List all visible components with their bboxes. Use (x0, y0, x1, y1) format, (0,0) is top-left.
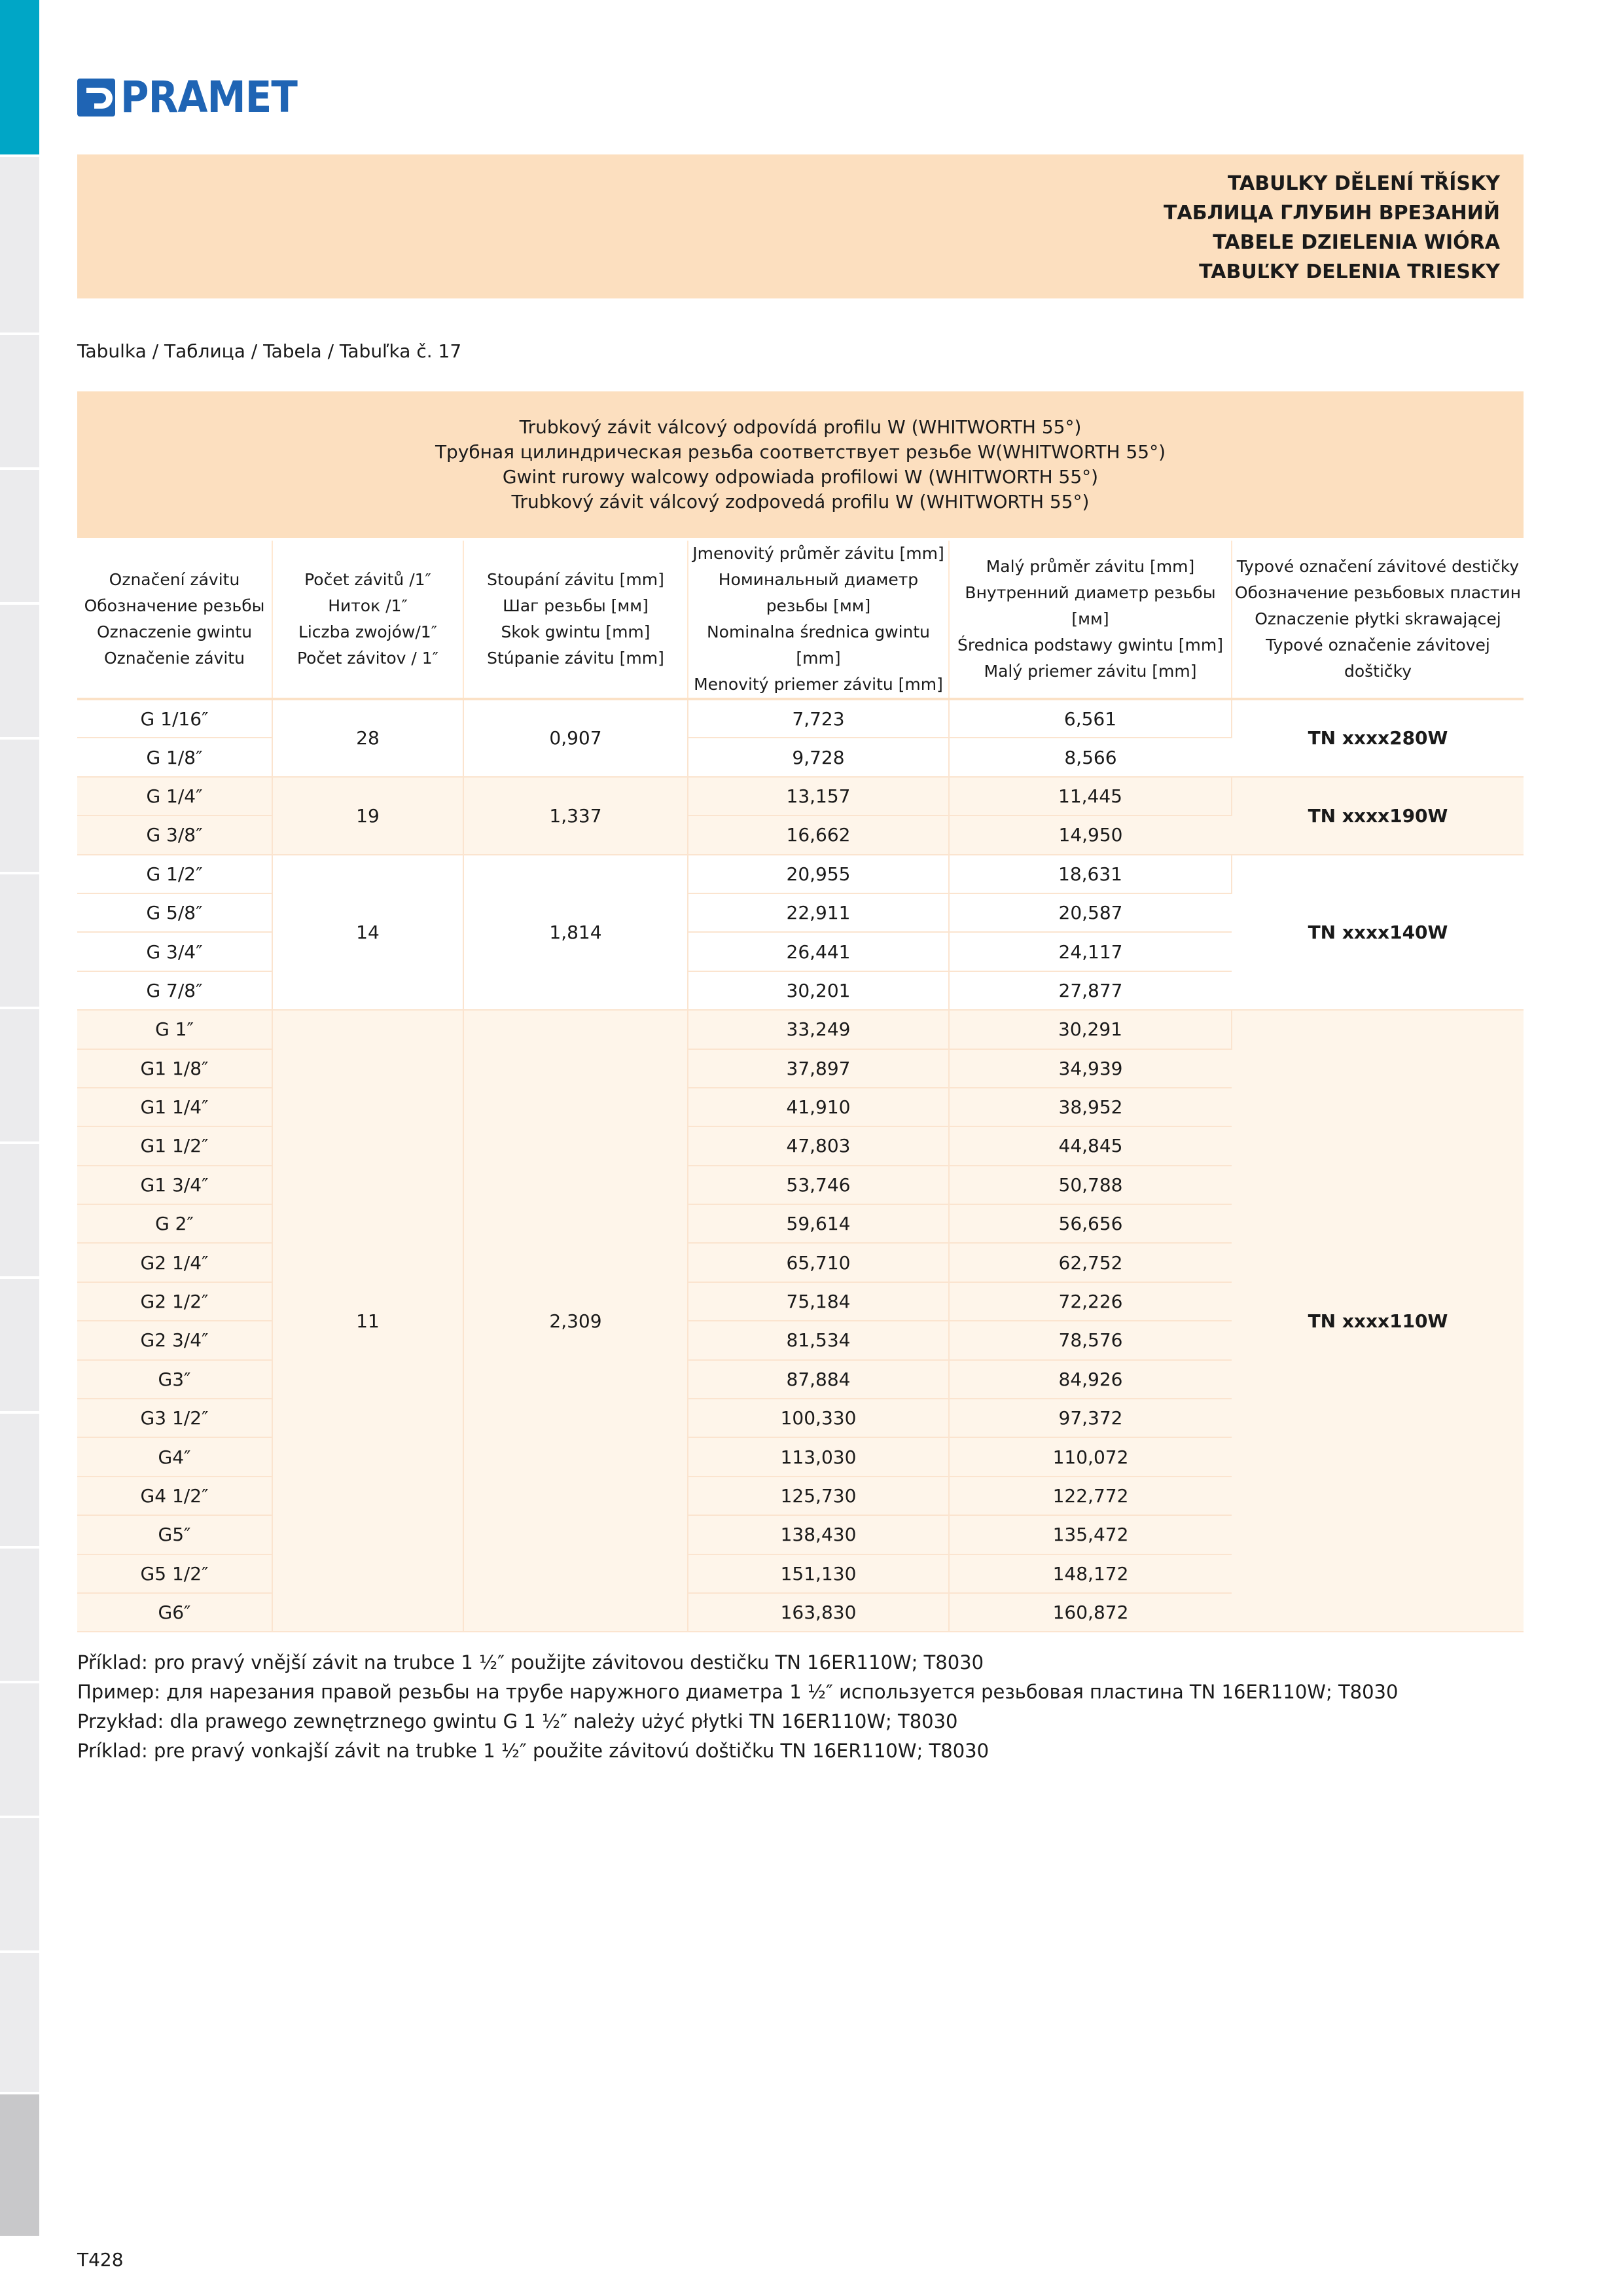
major-diameter-cell: 22,911 (688, 893, 949, 932)
minor-diameter-cell: 72,226 (949, 1282, 1232, 1321)
column-header-line: Stoupání závitu [mm] (487, 570, 664, 589)
side-tab (0, 335, 39, 470)
threads-per-inch-cell: 11 (272, 1010, 463, 1632)
column-header-line: Średnica podstawy gwintu [mm] (957, 636, 1223, 655)
pramet-logo-mark-icon (77, 79, 115, 117)
column-header-line: Typové označenie závitovej doštičky (1266, 636, 1490, 681)
column-header-line: Обозначение резьбовых пластин (1234, 583, 1522, 602)
table-row (77, 777, 1524, 816)
major-diameter-cell: 163,830 (688, 1593, 949, 1632)
column-header-line: Обозначение резьбы (84, 596, 265, 615)
major-diameter-cell: 59,614 (688, 1204, 949, 1243)
column-header (272, 541, 463, 699)
minor-diameter-cell: 122,772 (949, 1477, 1232, 1515)
minor-diameter-cell: 30,291 (949, 1010, 1232, 1049)
thread-size-cell: G2 3/4″ (77, 1321, 272, 1359)
example-cs: Příklad: pro pravý vnější závit na trubce 1 ½″ použijte závitovou destičku TN 16ER110W; T8030 (77, 1651, 984, 1674)
minor-diameter-cell: 11,445 (949, 777, 1232, 816)
pitch-cell: 2,309 (463, 1010, 688, 1632)
insert-code-cell: TN xxxx280W (1232, 699, 1524, 777)
brand-name: PRAMET (120, 72, 298, 122)
threads-per-inch-cell: 19 (272, 777, 463, 855)
column-header-line: Jmenovitý průměr závitu [mm] (692, 544, 944, 563)
section-title-sk: TABUĽKY DELENIA TRIESKY (1199, 260, 1500, 283)
thread-size-cell: G 7/8″ (77, 971, 272, 1010)
side-index-strip (0, 0, 39, 2238)
thread-size-cell: G1 3/4″ (77, 1166, 272, 1204)
side-tab (0, 1549, 39, 1683)
table-row (77, 699, 1524, 738)
section-title-pl: TABELE DZIELENIA WIÓRA (1213, 231, 1500, 254)
side-tab (0, 740, 39, 874)
minor-diameter-cell: 38,952 (949, 1088, 1232, 1126)
insert-code-cell: TN xxxx190W (1232, 777, 1524, 855)
thread-size-cell: G2 1/4″ (77, 1243, 272, 1282)
pramet-logo (77, 72, 317, 122)
thread-size-cell: G5 1/2″ (77, 1554, 272, 1593)
minor-diameter-cell: 6,561 (949, 699, 1232, 738)
thread-size-cell: G 2″ (77, 1204, 272, 1243)
table-title (77, 391, 1524, 538)
examples (77, 1648, 1398, 1766)
column-header-line: Typové označení závitové destičky (1236, 557, 1520, 576)
side-tab (0, 157, 39, 335)
minor-diameter-cell: 97,372 (949, 1399, 1232, 1437)
table-row (77, 1010, 1524, 1049)
column-header-line: Označení závitu (109, 570, 240, 589)
minor-diameter-cell: 160,872 (949, 1593, 1232, 1632)
thread-size-cell: G6″ (77, 1593, 272, 1632)
thread-size-cell: G 1/4″ (77, 777, 272, 816)
major-diameter-cell: 37,897 (688, 1049, 949, 1088)
column-header-line: Oznaczenie gwintu (96, 622, 253, 641)
major-diameter-cell: 33,249 (688, 1010, 949, 1049)
table-title-line: Трубная цилиндрическая резьба соответствует резьбе W(WHITWORTH 55°) (435, 441, 1166, 463)
table-reference: Tabulka / Таблица / Tabela / Tabuľka č. 17 (77, 340, 462, 362)
minor-diameter-cell: 110,072 (949, 1437, 1232, 1476)
major-diameter-cell: 41,910 (688, 1088, 949, 1126)
thread-table (77, 541, 1524, 1632)
column-header-line: Ниток /1″ (328, 596, 408, 615)
column-header-line: Menovitý priemer závitu [mm] (694, 675, 943, 694)
column-header-line: Nominalna średnica gwintu [mm] (706, 622, 931, 668)
major-diameter-cell: 75,184 (688, 1282, 949, 1321)
column-header-line: резьбы [мм] (766, 596, 871, 615)
threads-per-inch-cell: 14 (272, 855, 463, 1011)
thread-size-cell: G1 1/8″ (77, 1049, 272, 1088)
column-header-line: Liczba zwojów/1″ (298, 622, 438, 641)
column-header (77, 541, 272, 699)
side-tab (0, 1279, 39, 1414)
side-tab (0, 874, 39, 1009)
minor-diameter-cell: 148,172 (949, 1554, 1232, 1593)
side-tab (0, 1953, 39, 2094)
thread-size-cell: G 1/8″ (77, 738, 272, 776)
column-header-line: Внутренний диаметр резьбы [мм] (965, 583, 1216, 628)
major-diameter-cell: 138,430 (688, 1515, 949, 1554)
column-header-line: Počet závitů /1″ (304, 570, 431, 589)
section-title-ru: ТАБЛИЦА ГЛУБИН ВРЕЗАНИЙ (1164, 202, 1500, 224)
insert-code-cell: TN xxxx110W (1232, 1010, 1524, 1632)
side-tab-active (0, 0, 39, 157)
major-diameter-cell: 47,803 (688, 1126, 949, 1165)
side-tab (0, 1818, 39, 1953)
major-diameter-cell: 13,157 (688, 777, 949, 816)
page-number: T428 (77, 2249, 124, 2270)
major-diameter-cell: 151,130 (688, 1554, 949, 1593)
column-header-line: Malý priemer závitu [mm] (984, 662, 1197, 681)
major-diameter-cell: 30,201 (688, 971, 949, 1010)
minor-diameter-cell: 8,566 (949, 738, 1232, 776)
major-diameter-cell: 53,746 (688, 1166, 949, 1204)
pitch-cell: 0,907 (463, 699, 688, 777)
table-row (77, 855, 1524, 893)
section-titles (1164, 169, 1500, 287)
minor-diameter-cell: 27,877 (949, 971, 1232, 1010)
column-header-line: Oznaczenie płytki skrawającej (1255, 609, 1501, 628)
column-header-line: Stúpanie závitu [mm] (487, 649, 664, 668)
column-header (463, 541, 688, 699)
minor-diameter-cell: 18,631 (949, 855, 1232, 893)
column-header (1232, 541, 1524, 699)
minor-diameter-cell: 44,845 (949, 1126, 1232, 1165)
example-sk: Príklad: pre pravý vonkajší závit na trubke 1 ½″ použite závitovú doštičku TN 16ER110W; T8030 (77, 1740, 990, 1762)
major-diameter-cell: 26,441 (688, 932, 949, 971)
thread-size-cell: G4 1/2″ (77, 1477, 272, 1515)
thread-size-cell: G5″ (77, 1515, 272, 1554)
thread-size-cell: G1 1/2″ (77, 1126, 272, 1165)
pitch-cell: 1,814 (463, 855, 688, 1011)
column-header-line: Malý průměr závitu [mm] (986, 557, 1195, 576)
major-diameter-cell: 20,955 (688, 855, 949, 893)
major-diameter-cell: 113,030 (688, 1437, 949, 1476)
thread-size-cell: G 5/8″ (77, 893, 272, 932)
thread-size-cell: G 3/8″ (77, 816, 272, 854)
thread-size-cell: G4″ (77, 1437, 272, 1476)
column-header (949, 541, 1232, 699)
minor-diameter-cell: 20,587 (949, 893, 1232, 932)
pitch-cell: 1,337 (463, 777, 688, 855)
major-diameter-cell: 87,884 (688, 1360, 949, 1399)
major-diameter-cell: 9,728 (688, 738, 949, 776)
minor-diameter-cell: 34,939 (949, 1049, 1232, 1088)
minor-diameter-cell: 50,788 (949, 1166, 1232, 1204)
example-pl: Przykład: dla prawego zewnętrznego gwintu G 1 ½″ należy użyć płytki TN 16ER110W; T8030 (77, 1710, 958, 1732)
thread-size-cell: G3 1/2″ (77, 1399, 272, 1437)
side-tab (0, 605, 39, 740)
thread-size-cell: G 1/2″ (77, 855, 272, 893)
major-diameter-cell: 125,730 (688, 1477, 949, 1515)
side-tab (0, 1009, 39, 1144)
thread-size-cell: G 1″ (77, 1010, 272, 1049)
minor-diameter-cell: 84,926 (949, 1360, 1232, 1399)
major-diameter-cell: 100,330 (688, 1399, 949, 1437)
minor-diameter-cell: 62,752 (949, 1243, 1232, 1282)
table-body (77, 699, 1524, 1632)
thread-size-cell: G1 1/4″ (77, 1088, 272, 1126)
minor-diameter-cell: 56,656 (949, 1204, 1232, 1243)
thread-size-cell: G 1/16″ (77, 699, 272, 738)
table-title-line: Trubkový závit válcový zodpovedá profilu W (WHITWORTH 55°) (511, 491, 1090, 512)
column-header (688, 541, 949, 699)
minor-diameter-cell: 135,472 (949, 1515, 1232, 1554)
column-header-line: Počet závitov / 1″ (297, 649, 438, 668)
thread-size-cell: G3″ (77, 1360, 272, 1399)
insert-code-cell: TN xxxx140W (1232, 855, 1524, 1011)
thread-size-cell: G 3/4″ (77, 932, 272, 971)
major-diameter-cell: 7,723 (688, 699, 949, 738)
thread-size-cell: G2 1/2″ (77, 1282, 272, 1321)
column-header-line: Номинальный диаметр (718, 570, 919, 589)
section-title-cs: TABULKY DĚLENÍ TŘÍSKY (1227, 172, 1500, 195)
side-tab (0, 1144, 39, 1279)
major-diameter-cell: 16,662 (688, 816, 949, 854)
minor-diameter-cell: 78,576 (949, 1321, 1232, 1359)
section-title-band (77, 154, 1524, 298)
column-header-line: Označenie závitu (103, 649, 245, 668)
minor-diameter-cell: 24,117 (949, 932, 1232, 971)
minor-diameter-cell: 14,950 (949, 816, 1232, 854)
example-ru: Пример: для нарезания правой резьбы на трубе наружного диаметра 1 ½″ используется резьбовая пластина TN 16ER110W; T8030 (77, 1681, 1399, 1703)
major-diameter-cell: 65,710 (688, 1243, 949, 1282)
threads-per-inch-cell: 28 (272, 699, 463, 777)
major-diameter-cell: 81,534 (688, 1321, 949, 1359)
column-header-line: Skok gwintu [mm] (501, 622, 651, 641)
column-header-line: Шаг резьбы [мм] (503, 596, 649, 615)
table-header-row (77, 541, 1524, 699)
side-tab-current (0, 2094, 39, 2238)
table-title-line: Gwint rurowy walcowy odpowiada profilowi W (WHITWORTH 55°) (502, 466, 1099, 488)
side-tab (0, 470, 39, 605)
side-tab (0, 1414, 39, 1549)
table-title-line: Trubkový závit válcový odpovídá profilu W (WHITWORTH 55°) (519, 416, 1082, 438)
side-tab (0, 1683, 39, 1818)
